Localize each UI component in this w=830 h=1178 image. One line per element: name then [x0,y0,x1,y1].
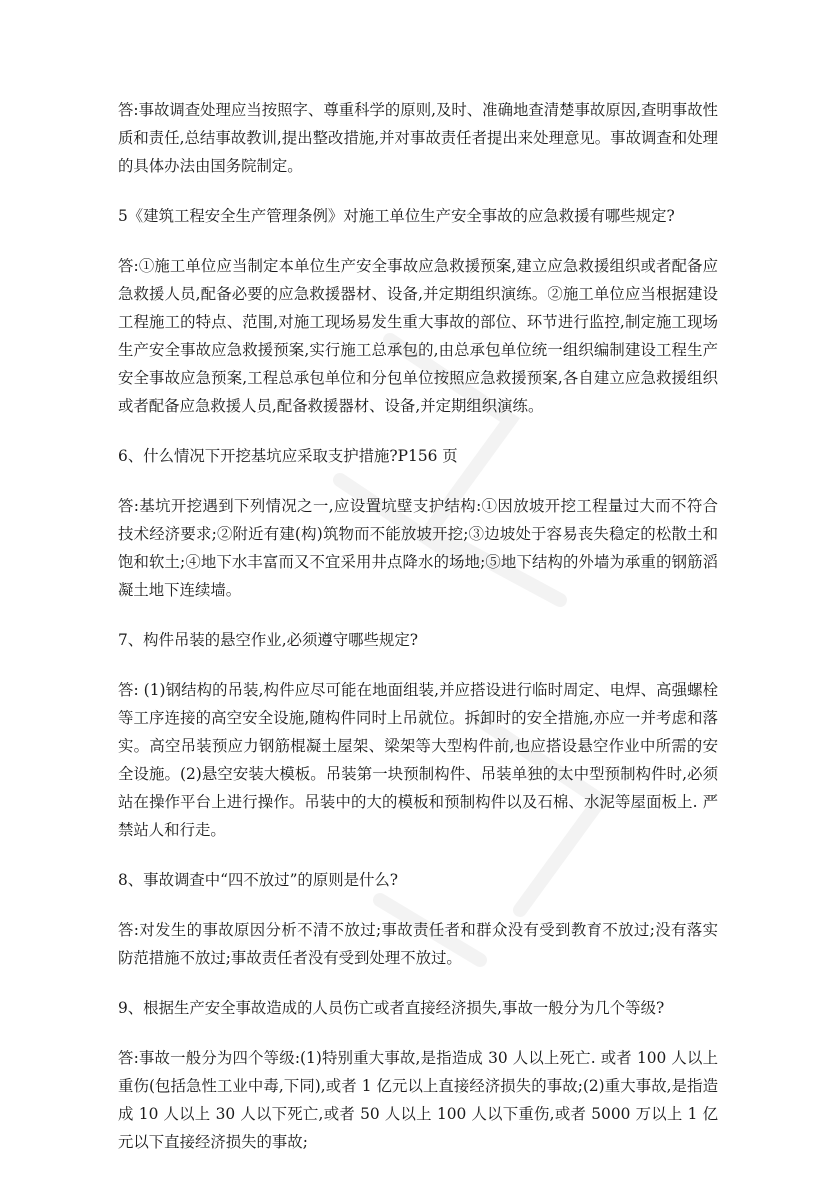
question-8: 8、事故调查中“四不放过”的原则是什么? [118,871,399,889]
question-7: 7、构件吊装的悬空作业,必须遵守哪些规定? [118,631,418,649]
question-6: 6、什么情况下开挖基坑应采取支护措施?P156 页 [118,447,458,465]
question-9: 9、根据生产安全事故造成的人员伤亡或者直接经济损失,事故一般分为几个等级? [118,999,665,1017]
answer-paragraph-7: 答: (1)钢结构的吊装,构件应尽可能在地面组装,并应搭设进行临时周定、电焊、高强螺栓等工序连接的高空安全设施,随构件同时上吊就位。拆卸时的安全措施,亦应一并考虑和落实。高空吊装预应力钢筋棍凝土屋架、梁架等大型构件前,也应搭设悬空作业中所需的安全设施。(2)悬空安装大模板。吊装第一块预制构件、吊装单独的太中型预制构件时,必须站在操作平台上进行操作。吊装中的大的模板和预制构件以及石棉、水泥等屋面板上. 严禁站人和行走。 [118,681,718,839]
answer-paragraph-5: 答:①施工单位应当制定本单位生产安全事故应急救援预案,建立应急救援组织或者配备应急救援人员,配备必要的应急救援器材、设备,并定期组织演练。②施工单位应当根据建设工程施工的特点、范围,对施工现场易发生重大事故的部位、环节进行监控,制定施工现场生产安全事故应急救援预案,实行施工总承包的,由总承包单位统一组织编制建设工程生产安全事故应急预案,工程总承包单位和分包单位按照应急救援预案,各自建立应急救援组织或者配备应急救援人员,配备救援器材、设备,并定期组织演练。 [118,257,718,415]
answer-paragraph-4: 答:事故调查处理应当按照字、尊重科学的原则,及时、准确地查清楚事故原因,查明事故性质和责任,总结事故教训,提出整改措施,并对事故责任者提出来处理意见。事故调查和处理的具体办法由国务院制定。 [118,101,718,175]
question-5: 5《建筑工程安全生产管理条例》对施工单位生产安全事故的应急救援有哪些规定? [118,207,675,225]
answer-paragraph-6: 答:基坑开挖遇到下列情况之一,应设置坑壁支护结构:①因放坡开挖工程量过大而不符合技术经济要求;②附近有建(构)筑物而不能放坡开挖;③边坡处于容易丧失稳定的松散土和饱和软土;④地下水丰富而又不宜采用井点降水的场地;⑤地下结构的外墙为承重的钢筋滔凝土地下连续墙。 [118,497,718,599]
answer-paragraph-8: 答:对发生的事故原因分析不清不放过;事故责任者和群众没有受到教育不放过;没有落实防范措施不放过;事故责任者没有受到处理不放过。 [118,921,718,967]
answer-paragraph-9: 答:事故一般分为四个等级:(1)特别重大事故,是指造成 30 人以上死亡. 或者 100 人以上重伤(包括急性工业中毒,下同),或者 1 亿元以上直接经济损失的事故;(2)重大事故,是指造成 10 人以上 30 人以下死亡,或者 50 人以上 100 人以下重伤,或者 5000 万以上 1 亿元以下直接经济损失的事故; [118,1049,718,1151]
document-body [118,96,718,1178]
